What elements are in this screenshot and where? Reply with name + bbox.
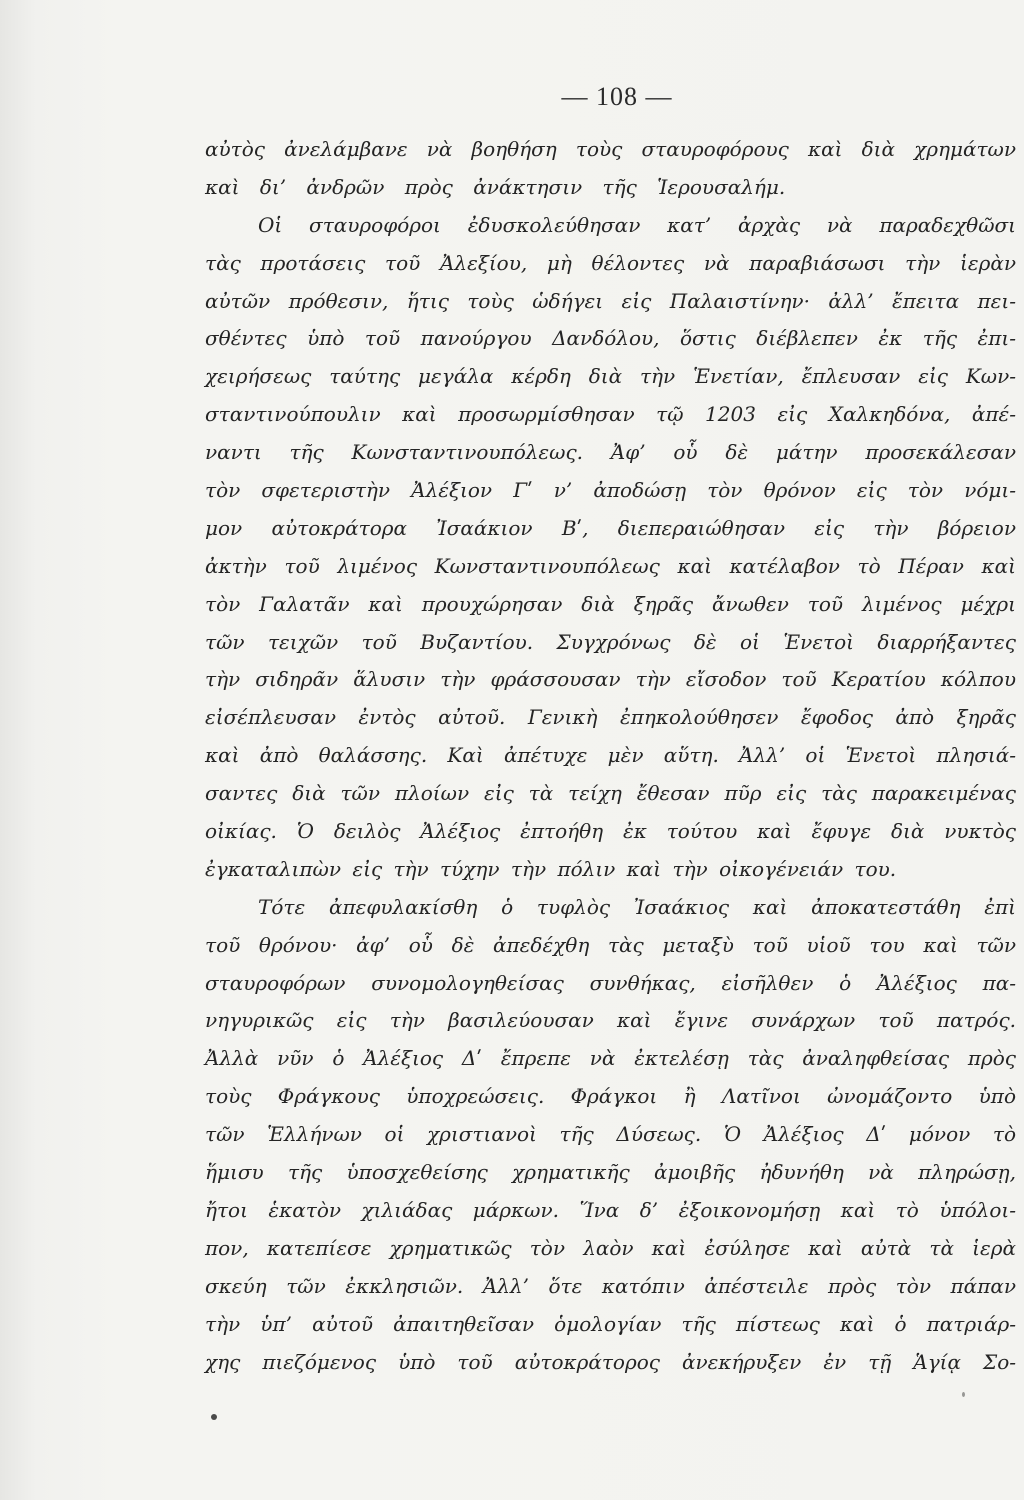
text-line: τῶν τειχῶν τοῦ Βυζαντίου. Συγχρόνως δὲ οἱ Ἑνετοὶ διαρρήξαντες	[205, 629, 1016, 654]
text-line: μον αὐτοκράτορα Ἰσαάκιον Βʹ, διεπεραιώθησαν εἰς τὴν βόρειον	[205, 515, 1016, 540]
paragraph-continued	[205, 131, 1016, 207]
text-line: τοὺς Φράγκους ὑποχρεώσεις. Φράγκοι ἢ Λατῖνοι ὠνομάζοντο ὑπὸ	[205, 1084, 1016, 1109]
text-line: ναντι τῆς Κωνσταντινουπόλεως. Ἀφ’ οὗ δὲ μάτην προσεκάλεσαν	[205, 440, 1016, 465]
paragraph-isaac-restored	[205, 889, 1016, 1382]
ink-speck	[962, 1392, 965, 1397]
text-line: τὸν Γαλατᾶν καὶ προυχώρησαν διὰ ξηρᾶς ἄνωθεν τοῦ λιμένος μέχρι	[205, 591, 1016, 616]
paragraph-crusaders	[205, 207, 1016, 889]
text-line: ἐγκαταλιπὼν εἰς τὴν τύχην τὴν πόλιν καὶ τὴν οἰκογένειάν του.	[205, 856, 897, 881]
text-line: σκεύη τῶν ἐκκλησιῶν. Ἀλλ’ ὅτε κατόπιν ἀπέστειλε πρὸς τὸν πάπαν	[205, 1273, 1016, 1298]
text-line: ἥμισυ τῆς ὑποσχεθείσης χρηματικῆς ἀμοιβῆς ἠδυνήθη νὰ πληρώσῃ,	[205, 1160, 1016, 1185]
text-line: τὰς προτάσεις τοῦ Ἀλεξίου, μὴ θέλοντες νὰ παραβιάσωσι τὴν ἱερὰν	[205, 250, 1016, 275]
page-number: — 108 —	[561, 82, 673, 111]
text-line: καὶ δι’ ἀνδρῶν πρὸς ἀνάκτησιν τῆς Ἱερουσαλήμ.	[205, 174, 786, 199]
text-line: σταντινούπουλιν καὶ προσωρμίσθησαν τῷ 1203 εἰς Χαλκηδόνα, ἀπέ-	[205, 402, 1016, 427]
text-line: αὐτῶν πρόθεσιν, ἥτις τοὺς ὡδήγει εἰς Παλαιστίνην· ἀλλ’ ἔπειτα πει-	[205, 288, 1016, 313]
text-line: πον, κατεπίεσε χρηματικῶς τὸν λαὸν καὶ ἐσύλησε καὶ αὐτὰ τὰ ἱερὰ	[205, 1235, 1016, 1260]
ink-speck	[211, 1414, 217, 1420]
text-line: σαντες διὰ τῶν πλοίων εἰς τὰ τείχη ἔθεσαν πῦρ εἰς τὰς παρακειμένας	[205, 781, 1016, 806]
text-line: χειρήσεως ταύτης μεγάλα κέρδη διὰ τὴν Ἑνετίαν, ἔπλευσαν εἰς Κων-	[205, 364, 1016, 389]
text-line: Οἱ σταυροφόροι ἐδυσκολεύθησαν κατ’ ἀρχὰς νὰ παραδεχθῶσι	[258, 212, 1016, 237]
text-line: χης πιεζόμενος ὑπὸ τοῦ αὐτοκράτορος ἀνεκήρυξεν ἐν τῇ Ἁγίᾳ Σο-	[205, 1349, 1016, 1374]
text-line: Ἀλλὰ νῦν ὁ Ἀλέξιος Δʹ ἔπρεπε νὰ ἐκτελέσῃ τὰς ἀναληφθείσας πρὸς	[205, 1046, 1016, 1071]
text-line: καὶ ἀπὸ θαλάσσης. Καὶ ἀπέτυχε μὲν αὕτη. Ἀλλ’ οἱ Ἑνετοὶ πλησιά-	[205, 743, 1016, 768]
body-text	[205, 131, 1016, 1381]
text-line: εἰσέπλευσαν ἐντὸς αὐτοῦ. Γενικὴ ἐπηκολούθησεν ἔφοδος ἀπὸ ξηρᾶς	[205, 705, 1016, 730]
text-line: τὸν σφετεριστὴν Ἀλέξιον Γʹ ν’ ἀποδώσῃ τὸν θρόνον εἰς τὸν νόμι-	[205, 478, 1016, 503]
text-line: τὴν ὑπ’ αὐτοῦ ἀπαιτηθεῖσαν ὁμολογίαν τῆς πίστεως καὶ ὁ πατριάρ-	[205, 1311, 1016, 1336]
text-line: Τότε ἀπεφυλακίσθη ὁ τυφλὸς Ἰσαάκιος καὶ ἀποκατεστάθη ἐπὶ	[258, 894, 1016, 919]
text-line: τῶν Ἑλλήνων οἱ χριστιανοὶ τῆς Δύσεως. Ὁ Ἀλέξιος Δʹ μόνον τὸ	[205, 1122, 1016, 1147]
text-line: τὴν σιδηρᾶν ἅλυσιν τὴν φράσσουσαν τὴν εἴσοδον τοῦ Κερατίου κόλπου	[205, 667, 1016, 692]
text-line: νηγυρικῶς εἰς τὴν βασιλεύουσαν καὶ ἔγινε συνάρχων τοῦ πατρός.	[205, 1008, 1016, 1033]
text-line: οἰκίας. Ὁ δειλὸς Ἀλέξιος ἐπτοήθη ἐκ τούτου καὶ ἔφυγε διὰ νυκτὸς	[205, 819, 1016, 844]
text-line: αὐτὸς ἀνελάμβανε νὰ βοηθήση τοὺς σταυροφόρους καὶ διὰ χρημάτων	[205, 137, 1016, 161]
text-line: ἤτοι ἑκατὸν χιλιάδας μάρκων. Ἵνα δ’ ἐξοικονομήσῃ καὶ τὸ ὑπόλοι-	[205, 1197, 1016, 1222]
text-line: σθέντες ὑπὸ τοῦ πανούργου Δανδόλου, ὅστις διέβλεπεν ἐκ τῆς ἐπι-	[205, 326, 1016, 351]
text-line: ἀκτὴν τοῦ λιμένος Κωνσταντινουπόλεως καὶ κατέλαβον τὸ Πέραν καὶ	[205, 553, 1016, 578]
text-line: τοῦ θρόνου· ἀφ’ οὗ δὲ ἀπεδέχθη τὰς μεταξὺ τοῦ υἱοῦ του καὶ τῶν	[205, 932, 1016, 957]
text-line: σταυροφόρων συνομολογηθείσας συνθήκας, εἰσῆλθεν ὁ Ἀλέξιος πα-	[205, 970, 1016, 995]
